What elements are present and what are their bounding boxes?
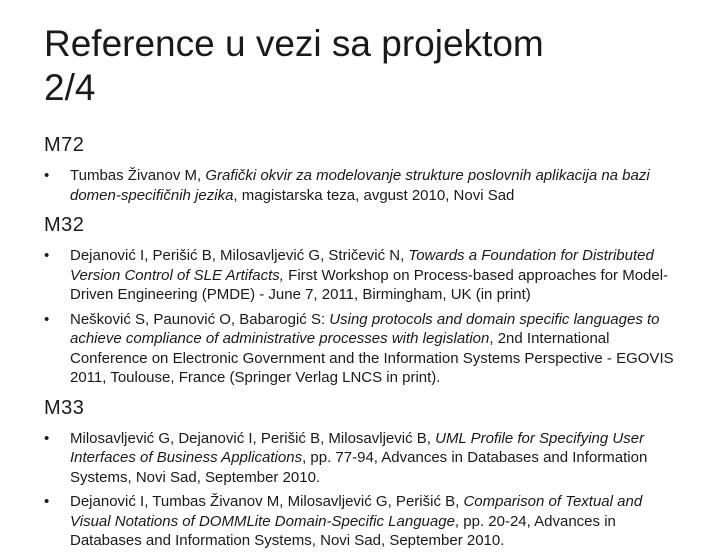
bullet-icon: •: [44, 310, 50, 328]
bullet-icon: •: [44, 247, 50, 264]
slide-title-line-1: Reference u vezi sa projektom: [44, 23, 544, 64]
reference-items: [44, 429, 684, 551]
reference-authors: Dejanović I, Perišić B, Milosavljević G, Stričević N,: [70, 247, 409, 264]
reference-item: [44, 492, 684, 551]
reference-title: Grafički okvir za modelovanje strukture poslovnih aplikacija na bazi domen-specifičnih jezika: [70, 167, 650, 204]
reference-authors: Milosavljević G, Dejanović I, Perišić B, Milosavljević B,: [70, 429, 436, 447]
reference-title: Towards a Foundation for Distributed Version Control of SLE Artifacts,: [70, 247, 654, 284]
bullet-icon: •: [44, 429, 50, 447]
reference-details: , 2nd International Conference on Electronic Government and the Information Systems Perspective - EGOVIS 2011, Toulouse, France (Springer Verlag LNCS in print).: [70, 330, 674, 386]
section-heading: M32: [44, 214, 85, 236]
bullet-icon: •: [44, 493, 50, 510]
reference-item: [44, 310, 684, 388]
slide-title: [44, 22, 684, 110]
reference-authors: Nešković S, Paunović O, Babarogić S:: [70, 310, 330, 328]
reference-details: , pp. 77-94, Advances in Databases and Information Systems, Novi Sad, September 2010.: [70, 449, 648, 486]
section-m72: [44, 132, 684, 205]
bullet-icon: •: [44, 167, 50, 184]
section-heading: M72: [44, 134, 85, 156]
reference-item: [44, 166, 684, 205]
section-heading: M33: [44, 396, 85, 419]
reference-authors: Tumbas Živanov M,: [70, 167, 206, 184]
reference-list: [44, 132, 684, 558]
reference-details: , pp. 20-24, Advances in Databases and Information Systems, Novi Sad, September 2010.: [70, 512, 616, 549]
reference-items: [44, 166, 684, 205]
reference-items: [44, 246, 684, 388]
reference-item: [44, 429, 684, 488]
reference-item: [44, 246, 684, 305]
reference-details: , magistarska teza, avgust 2010, Novi Sad: [233, 186, 515, 204]
reference-details: First Workshop on Process-based approaches for Model-Driven Engineering (PMDE) - June 7, 2011, Birmingham, UK (in print): [70, 266, 669, 303]
reference-title: UML Profile for Specifying User Interfaces of Business Applications: [70, 429, 645, 466]
reference-authors: Dejanović I, Tumbas Živanov M, Milosavljević G, Perišić B,: [70, 493, 464, 510]
section-m32: [44, 212, 684, 388]
reference-title: Comparison of Textual and Visual Notations of DOMMLite Domain-Specific Language: [70, 493, 643, 530]
reference-title: Using protocols and domain specific languages to achieve compliance of administrative processes with legislation: [70, 310, 660, 347]
slide-title-line-2: 2/4: [44, 67, 96, 108]
section-m33: [44, 395, 684, 551]
